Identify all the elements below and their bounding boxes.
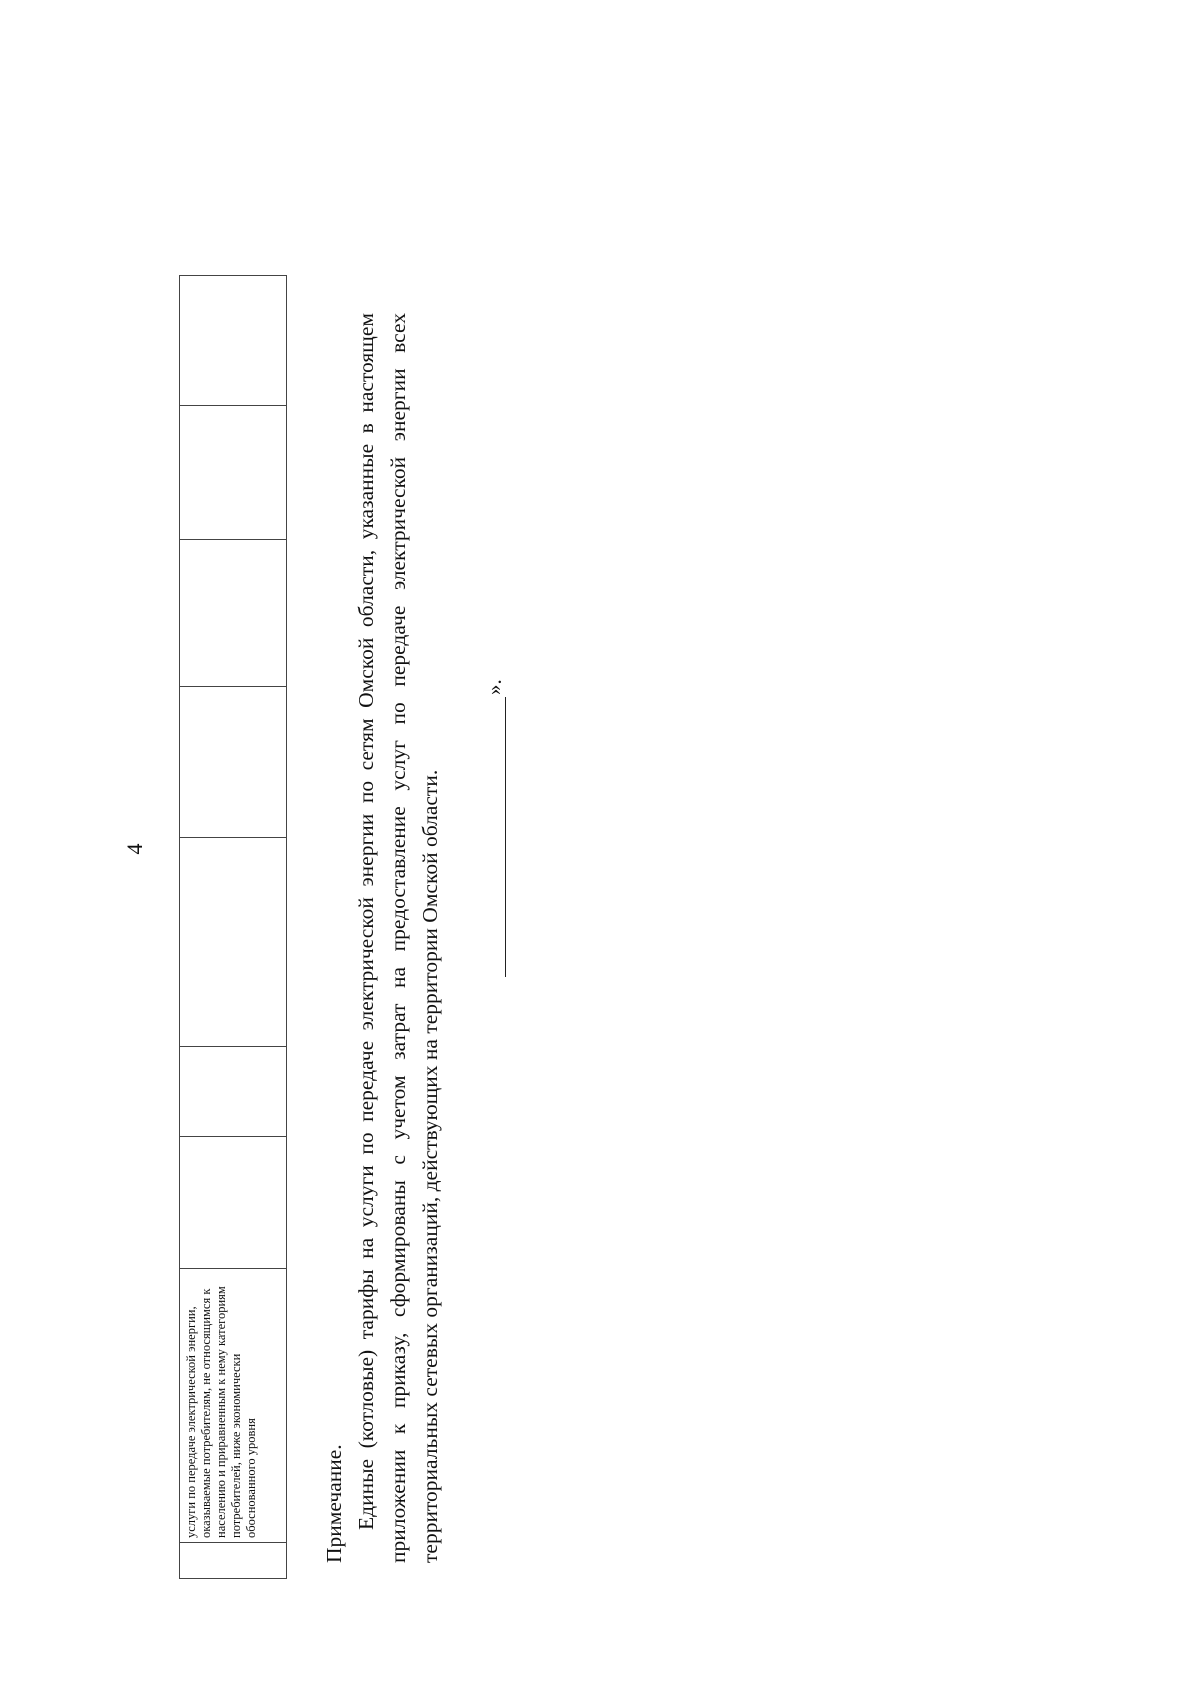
tariff-table: [179, 275, 287, 1579]
table-cell-empty: [180, 540, 287, 687]
table-cell-empty: [180, 1543, 287, 1579]
table-cell-empty: [180, 406, 287, 540]
table-row: [180, 276, 287, 1579]
note-heading: Примечание.: [322, 1444, 346, 1563]
table-cell-empty: [180, 1047, 287, 1137]
note-block: [318, 313, 446, 1563]
table-cell-empty: [180, 276, 287, 406]
table-cell-empty: [180, 838, 287, 1047]
closing-quote-mark: ».: [482, 679, 506, 695]
table-cell-empty: [180, 1137, 287, 1269]
closing-rule: [505, 697, 506, 977]
table-row-label: услуги по передаче электрической энергии, оказываемые потребителям, не относящимся к населению и приравненным к нему категориям потребителей, ниже экономически обоснованного уровня: [180, 1269, 287, 1543]
note-paragraph: Единые (котловые) тарифы на услуги по передаче электрической энергии по сетям Омской области, указанные в настоящем приложении к приказу, сформированы с учетом затрат на предоставление услуг по передаче электрической энергии всех территориальных сетевых организаций, действующих на территории Омской области.: [354, 313, 442, 1563]
closing-separator: [470, 681, 506, 977]
page-number: 4: [122, 843, 147, 855]
table-cell-empty: [180, 687, 287, 838]
